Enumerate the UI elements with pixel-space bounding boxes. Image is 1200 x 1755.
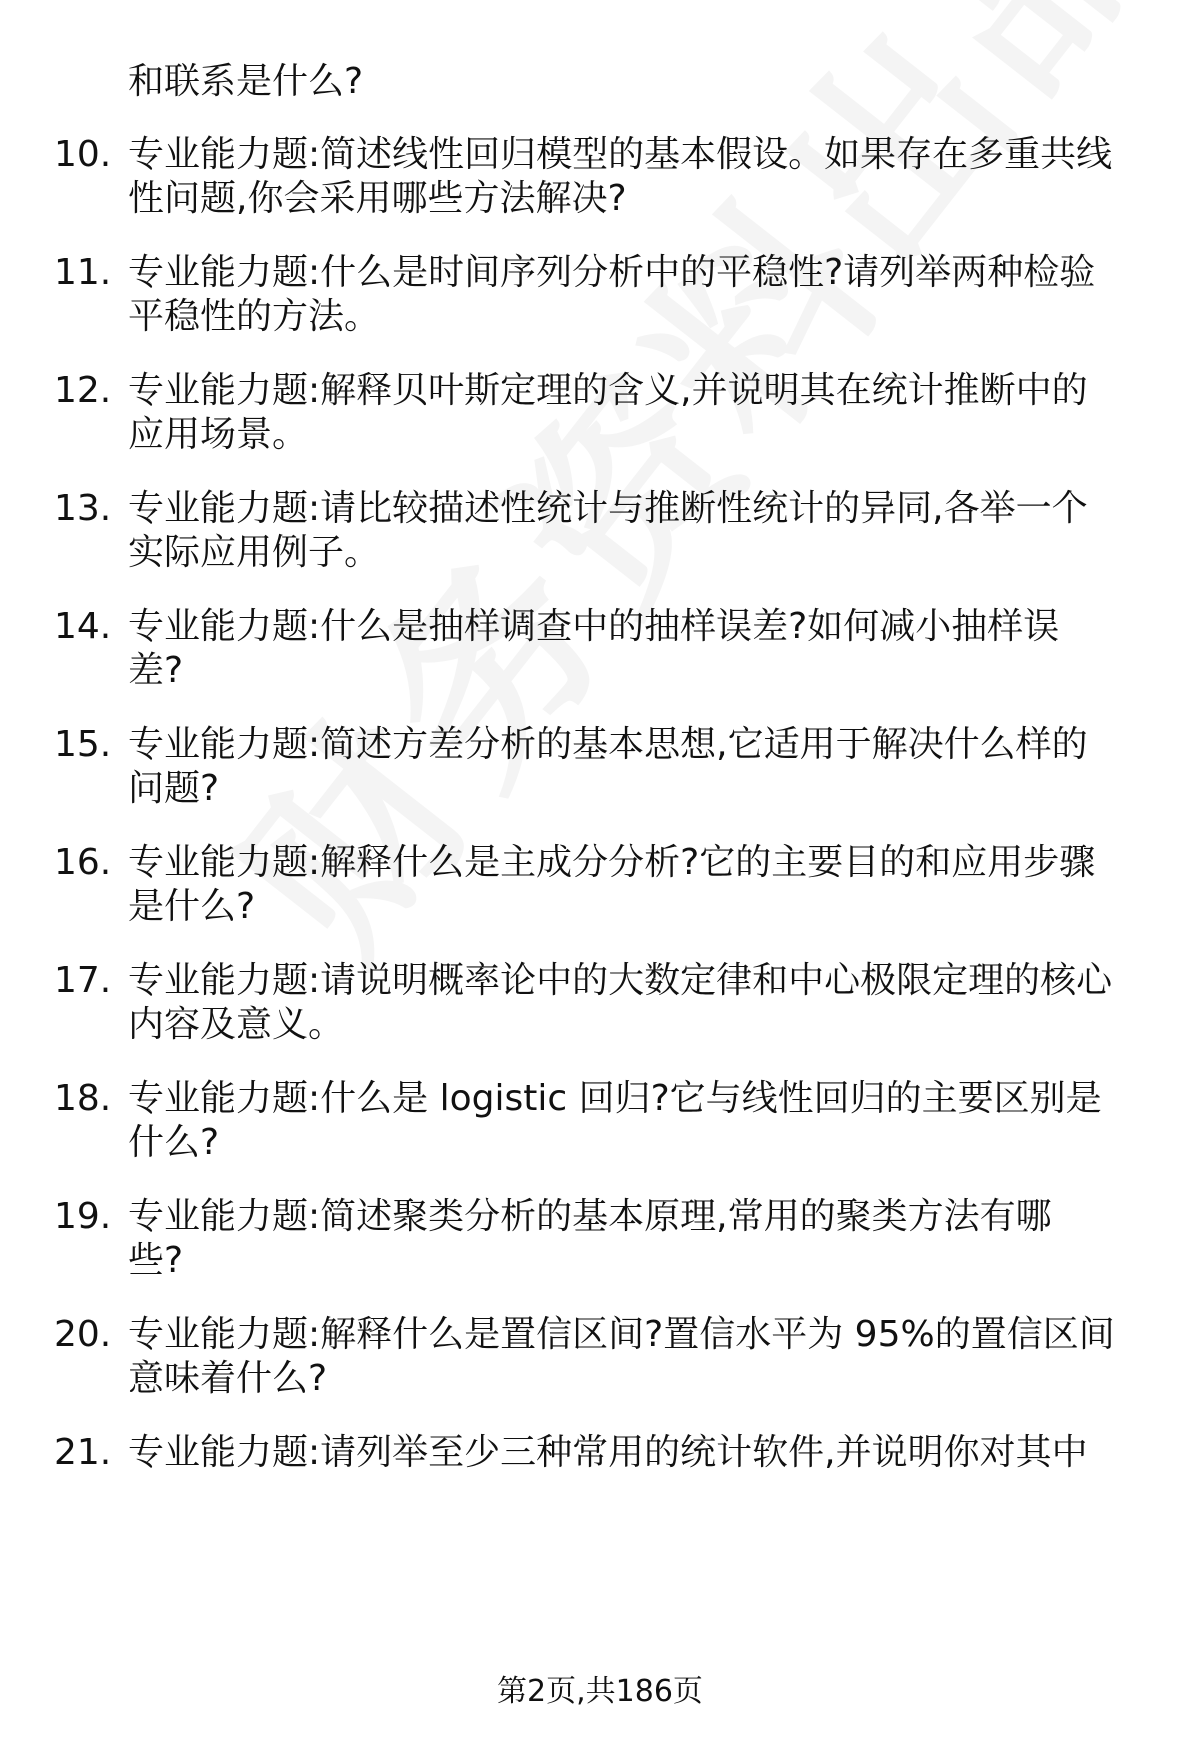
question-text-line2: 内容及意义。 — [128, 1004, 345, 1045]
question-number: 21. — [54, 1432, 112, 1473]
question-text-line2: 是什么? — [128, 886, 256, 927]
question-text-line1: 专业能力题:简述线性回归模型的基本假设。如果存在多重共线 — [128, 134, 1113, 175]
question-text-line1: 专业能力题:简述方差分析的基本思想,它适用于解决什么样的 — [128, 724, 1088, 765]
question-text-line1: 专业能力题:解释什么是置信区间?置信水平为 95%的置信区间 — [128, 1314, 1115, 1355]
question-text-line1: 专业能力题:什么是时间序列分析中的平稳性?请列举两种检验 — [128, 252, 1096, 293]
question-text-line1: 专业能力题:解释贝叶斯定理的含义,并说明其在统计推断中的 — [128, 370, 1088, 411]
question-text-line2: 差? — [128, 650, 184, 691]
question-number: 13. — [54, 488, 112, 529]
question-text-line2: 意味着什么? — [128, 1358, 328, 1399]
question-number: 10. — [54, 134, 112, 175]
question-number: 15. — [54, 724, 112, 765]
question-number: 12. — [54, 370, 112, 411]
question-text-line2: 些? — [128, 1240, 184, 1281]
question-text-line1: 专业能力题:请列举至少三种常用的统计软件,并说明你对其中 — [128, 1432, 1088, 1473]
continuation-line: 和联系是什么? — [128, 61, 364, 102]
page-footer: 第2页,共186页 — [497, 1674, 703, 1709]
question-text-line2: 应用场景。 — [128, 414, 309, 455]
question-text-line2: 实际应用例子。 — [128, 532, 381, 573]
question-text-line2: 问题? — [128, 768, 220, 809]
question-number: 17. — [54, 960, 112, 1001]
question-text-line1: 专业能力题:什么是 logistic 回归?它与线性回归的主要区别是 — [128, 1078, 1102, 1119]
question-text-line1: 专业能力题:什么是抽样调查中的抽样误差?如何减小抽样误 — [128, 606, 1060, 647]
question-number: 14. — [54, 606, 112, 647]
question-number: 19. — [54, 1196, 112, 1237]
question-number: 18. — [54, 1078, 112, 1119]
question-text-line2: 平稳性的方法。 — [128, 296, 381, 337]
question-number: 11. — [54, 252, 112, 293]
question-text-line2: 性问题,你会采用哪些方法解决? — [128, 178, 627, 219]
question-text-line1: 专业能力题:解释什么是主成分分析?它的主要目的和应用步骤 — [128, 842, 1096, 883]
question-text-line1: 专业能力题:请比较描述性统计与推断性统计的异同,各举一个 — [128, 488, 1088, 529]
question-text-line1: 专业能力题:请说明概率论中的大数定律和中心极限定理的核心 — [128, 960, 1113, 1001]
question-text-line1: 专业能力题:简述聚类分析的基本原理,常用的聚类方法有哪 — [128, 1196, 1052, 1237]
question-number: 16. — [54, 842, 112, 883]
question-text-line2: 什么? — [128, 1122, 220, 1163]
question-number: 20. — [54, 1314, 112, 1355]
